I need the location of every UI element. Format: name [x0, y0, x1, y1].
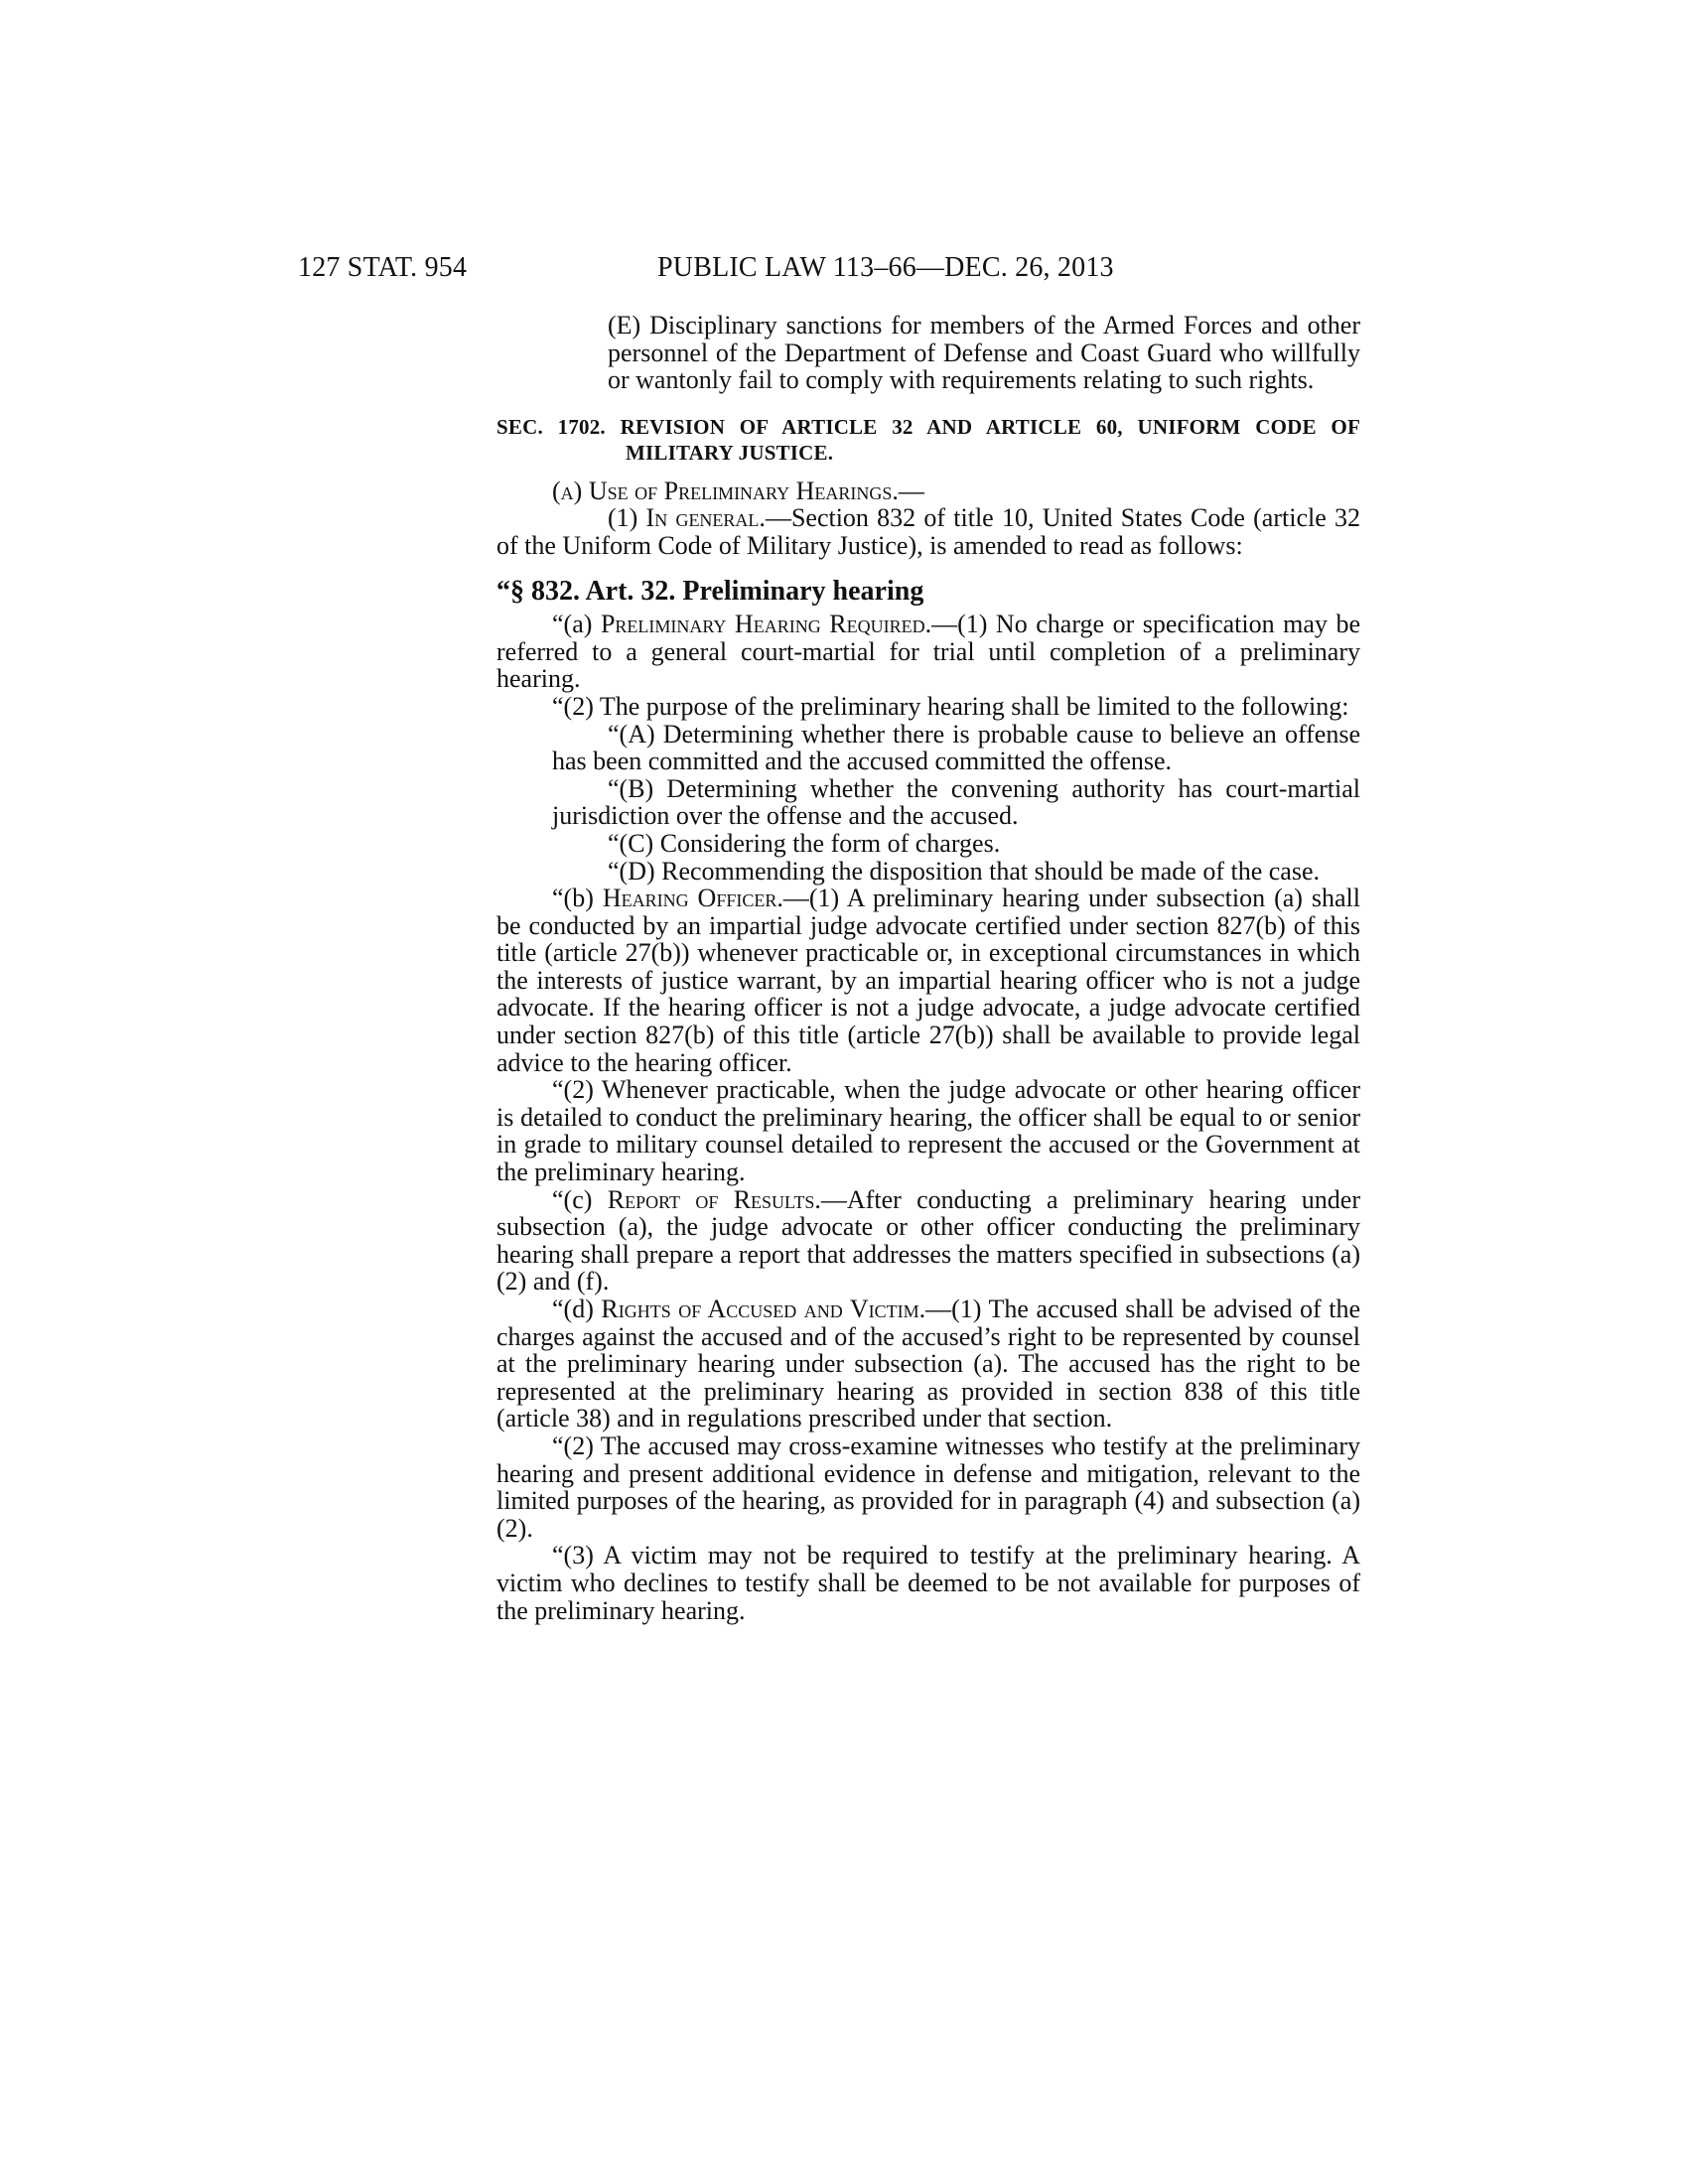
pd-text: —(1) The accused shall be advised of the charges against the accused and of the accused’s right to be represented by counsel at the preliminary hearing under subsection (a). The accused has the right to be represented at the preliminary hearing as provided in section 838 of this title (article 38) and in regulations prescribed under that section.	[496, 1295, 1360, 1433]
document-body	[496, 312, 1360, 1624]
pd-open: “(d)	[552, 1295, 602, 1323]
paragraph-e-sanctions: (E) Disciplinary sanctions for members of the Armed Forces and other personnel of the Department of Defense and Coast Guard who willfully or wantonly fail to comply with requirements relating to such rights.	[608, 311, 1360, 395]
paragraph-pd	[496, 1296, 1360, 1433]
paragraph-pd3: “(3) A victim may not be required to testify at the preliminary hearing. A victim who declines to testify shall be deemed to be not available for purposes of the preliminary hearing.	[496, 1541, 1360, 1625]
subsection-a-label: (a) Use of Preliminary Hearings.—	[552, 476, 924, 505]
pb-text: —(1) A preliminary hearing under subsection (a) shall be conducted by an impartial judge advocate certified under section 827(b) of this title (article 27(b)) whenever practicable or, in exceptional circumstances in which the interests of justice warrant, by an impartial hearing officer who is not a judge advocate. If the hearing officer is not a judge advocate, a judge advocate certified under section 827(b) of this title (article 27(b)) shall be available to provide legal advice to the hearing officer.	[496, 884, 1360, 1077]
running-header: PUBLIC LAW 113–66—DEC. 26, 2013	[657, 252, 1114, 283]
paragraph-pB: “(B) Determining whether the convening authority has court-martial jurisdiction over the offense and the accused.	[552, 773, 1360, 831]
pa-text: —(1) No charge or specification may be referred to a general court-martial for trial until completion of a preliminary hearing.	[496, 610, 1360, 694]
pa-heading: Preliminary Hearing Required.	[600, 610, 932, 639]
section-heading: SEC. 1702. REVISION OF ARTICLE 32 AND ARTICLE 60, UNIFORM CODE OF MILITARY JUSTICE.	[496, 414, 1360, 465]
section-title: “§ 832. Art. 32. Preliminary hearing	[496, 575, 924, 607]
pd-heading: Rights of Accused and Victim.	[601, 1295, 926, 1323]
pb-open: “(b)	[552, 884, 603, 913]
paragraph-a1-label: (1) In general.	[608, 503, 766, 533]
pa-open: “(a)	[552, 610, 601, 639]
paragraph-pb	[496, 885, 1360, 1076]
pc-open: “(c)	[552, 1184, 608, 1214]
paragraph-pD: “(D) Recommending the disposition that should be made of the case.	[608, 856, 1320, 886]
paragraph-pd2: “(2) The accused may cross-examine witnesses who testify at the preliminary hearing and present additional evidence in defense and mitigation, relevant to the limited purposes of the hearing, as provided for in paragraph (4) and subsection (a)(2).	[496, 1431, 1360, 1543]
pb-heading: Hearing Officer.	[602, 884, 783, 913]
subsection-a-heading	[496, 478, 1360, 505]
page-stat-citation: 127 STAT. 954	[298, 252, 468, 283]
paragraph-pC: “(C) Considering the form of charges.	[608, 828, 1001, 858]
paragraph-pb2: “(2) Whenever practicable, when the judge advocate or other hearing officer is detailed to conduct the preliminary hearing, the officer shall be equal to or senior in grade to military counsel detailed to represent the accused or the Government at the preliminary hearing.	[496, 1075, 1360, 1187]
paragraph-pa	[496, 611, 1360, 693]
paragraph-pc	[496, 1186, 1360, 1296]
paragraph-a1	[496, 504, 1360, 559]
paragraph-pA: “(A) Determining whether there is probable cause to believe an offense has been committed and the accused committed the offense.	[552, 719, 1360, 776]
paragraph-a1-text: —Section 832 of title 10, United States Code (article 32 of the Uniform Code of Military Justice), is amended to read as follows:	[496, 503, 1360, 560]
pc-text: —After conducting a preliminary hearing under subsection (a), the judge advocate or other officer conducting the preliminary hearing shall prepare a report that addresses the matters specified in subsections (a)(2) and (f).	[496, 1184, 1360, 1297]
pc-heading: Report of Results.	[607, 1184, 821, 1214]
paragraph-pa2: “(2) The purpose of the preliminary hearing shall be limited to the following:	[552, 691, 1349, 721]
